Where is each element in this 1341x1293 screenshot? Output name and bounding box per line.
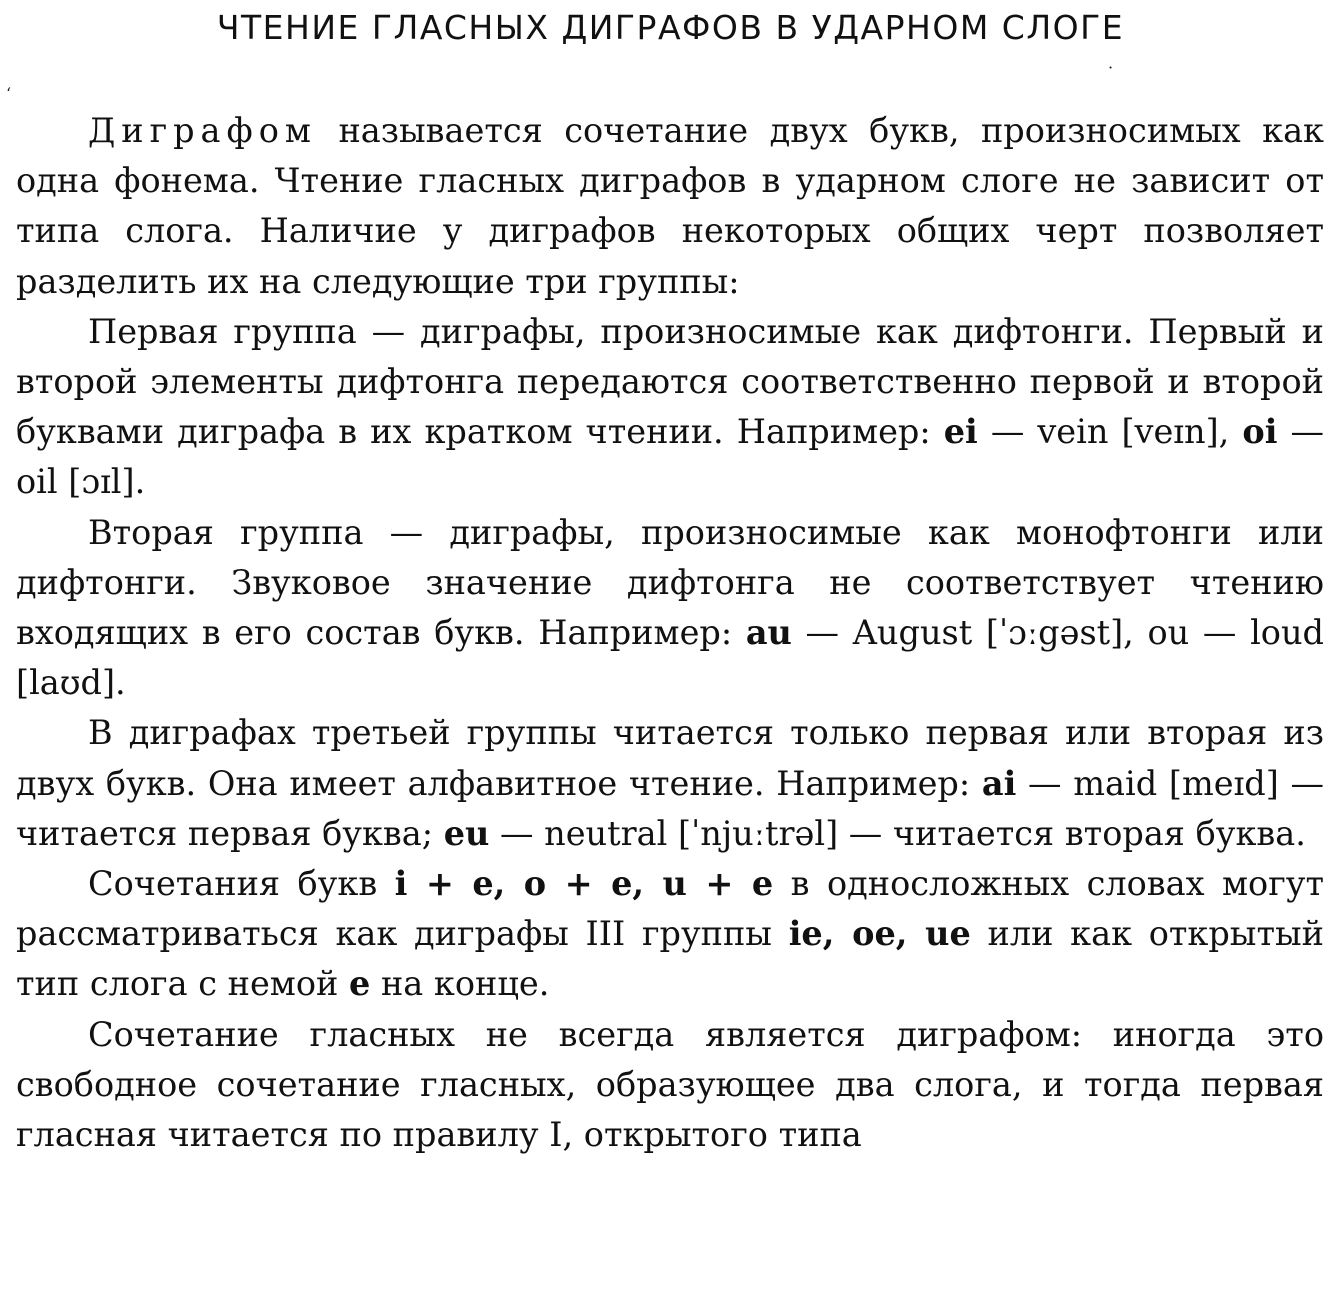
- paragraph-text: в односложных словах могут рассматриваться как диграфы III группы: [16, 864, 1324, 954]
- letter-combination: i + e, o + e, u + e: [394, 864, 774, 904]
- digraph-example: eu: [443, 813, 490, 853]
- paragraph-text: В диграфах третьей группы читается только первая или вторая из двух букв. Она имеет алфавитное чтение. Например:: [16, 713, 1324, 803]
- silent-e: e: [349, 964, 371, 1004]
- paragraph-definition: [16, 106, 1324, 307]
- paragraph-text: — maid [meɪd] — читается первая буква;: [16, 763, 1324, 853]
- paragraph-text: Первая группа — диграфы, произносимые как дифтонги. Первый и второй элементы дифтонга передаются соответственно первой и второй буквами диграфа в их кратком чтении. Например:: [16, 311, 1324, 452]
- print-speck: ʻ: [6, 84, 12, 103]
- paragraph-group-1: [16, 307, 1324, 508]
- digraph-example: ie, oe, ue: [788, 914, 971, 954]
- paragraph-text: — neutral [ˈnjuːtrəl] — читается вторая буква.: [489, 813, 1306, 853]
- body-text: [16, 106, 1324, 1160]
- paragraph-group-2: [16, 508, 1324, 709]
- paragraph-text: — vein [veɪn],: [977, 412, 1243, 452]
- paragraph-text: Вторая группа — диграфы, произносимые как монофтонги или дифтонги. Звуковое значение дифтонга не соответствует чтению входящих в его состав букв. Например:: [16, 512, 1324, 653]
- paragraph-letter-combinations: [16, 859, 1324, 1010]
- paragraph-text: или как открытый тип слога с немой: [16, 914, 1324, 1004]
- paragraph-text: называется сочетание двух букв, произносимых как одна фонема. Чтение гласных диграфов в ударном слоге не зависит от типа слога. Наличие у диграфов некоторых общих черт позволяет разделить их на следующие три группы:: [16, 111, 1324, 301]
- digraph-example: oi: [1242, 412, 1278, 452]
- term-digraph: Диграфом: [88, 111, 317, 150]
- paragraph-vowel-combination: [16, 1010, 1324, 1161]
- digraph-example: ai: [981, 763, 1017, 803]
- print-speck: ·: [1108, 58, 1114, 77]
- paragraph-text: на конце.: [370, 964, 550, 1004]
- paragraph-text: — oil [ɔɪl].: [16, 412, 1324, 502]
- page-title: ЧТЕНИЕ ГЛАСНЫХ ДИГРАФОВ В УДАРНОМ СЛОГЕ: [216, 8, 1125, 47]
- paragraph-text: — August [ˈɔːgəst], ou — loud [laʊd].: [16, 613, 1324, 703]
- paragraph-group-3: [16, 708, 1324, 859]
- paragraph-text: Сочетание гласных не всегда является диграфом: иногда это свободное сочетание гласных, образующее два слога, и тогда первая гласная читается по правилу I, открытого типа: [16, 1014, 1324, 1155]
- paragraph-text: Сочетания букв: [88, 864, 395, 904]
- digraph-example: ei: [943, 412, 978, 452]
- digraph-example: au: [745, 613, 792, 653]
